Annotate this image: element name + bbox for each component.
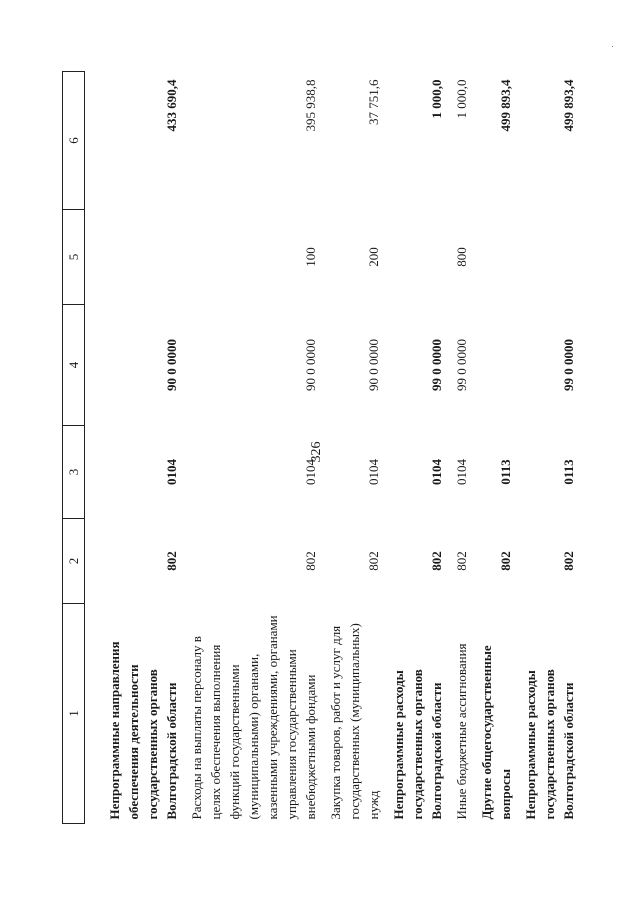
row-code-ministry: 802 [454, 551, 469, 571]
table-row [446, 72, 471, 824]
row-name: Непрограммные направления обеспечения деятельности государственных органов Волгоградской области [107, 641, 179, 820]
spacer-row [85, 72, 100, 824]
row-name: Расходы на выплаты персоналу в целях обеспечения выполнения функций государственными (муниципальными) органами, казенными учреждениями, органами управления государственными внебюджетными фондами [189, 615, 318, 820]
row-name: Непрограммные расходы государственных органов Волгоградской области [391, 669, 444, 820]
header-col-4: 4 [63, 305, 85, 426]
row-code-ministry: 802 [164, 551, 179, 571]
row-code-expense: 100 [303, 247, 318, 267]
header-col-2: 2 [63, 519, 85, 604]
table-row [471, 72, 515, 824]
table-row [515, 72, 578, 824]
row-code-ministry: 802 [303, 551, 318, 571]
scan-speck [612, 46, 613, 47]
row-code-expense [471, 210, 515, 305]
row-code-target: 99 0 0000 [429, 339, 444, 391]
header-col-5: 5 [63, 210, 85, 305]
table-row [383, 72, 446, 824]
row-amount: 433 690,4 [164, 79, 179, 132]
header-col-1: 1 [63, 604, 85, 824]
row-code-ministry: 802 [366, 551, 381, 571]
table-row [320, 72, 383, 824]
table-row [99, 72, 181, 824]
row-code-section: 0104 [164, 459, 179, 485]
row-amount: 499 893,4 [561, 79, 576, 132]
row-code-section: 0113 [498, 459, 513, 485]
row-code-section: 0104 [366, 459, 381, 485]
row-amount: 37 751,6 [366, 79, 381, 125]
row-name: Другие общегосударственные вопросы [479, 645, 513, 820]
row-code-section: 0104 [454, 459, 469, 485]
row-code-section: 0104 [429, 459, 444, 485]
row-amount: 499 893,4 [498, 79, 513, 132]
table-row [181, 72, 320, 824]
row-code-expense [515, 210, 578, 305]
header-row [63, 72, 85, 824]
row-code-section: 0104 [303, 459, 318, 485]
row-code-ministry: 802 [429, 551, 444, 571]
rotated-page-content [62, 72, 576, 824]
row-code-target [471, 305, 515, 426]
row-amount: 1 000,0 [454, 79, 469, 119]
row-code-target: 90 0 0000 [366, 339, 381, 391]
row-code-target: 90 0 0000 [303, 339, 318, 391]
row-name: Иные бюджетные ассигнования [454, 643, 469, 820]
row-code-ministry: 802 [498, 551, 513, 571]
row-code-target: 99 0 0000 [561, 339, 576, 391]
row-code-section: 0113 [561, 459, 576, 485]
row-code-expense [99, 210, 181, 305]
row-name: Непрограммные расходы государственных органов Волгоградской области [523, 669, 576, 820]
row-code-expense: 200 [366, 247, 381, 267]
row-code-expense [383, 210, 446, 305]
row-code-target: 90 0 0000 [164, 339, 179, 391]
row-code-expense: 800 [454, 247, 469, 267]
row-code-ministry: 802 [561, 551, 576, 571]
header-col-6: 6 [63, 72, 85, 210]
row-code-target: 99 0 0000 [454, 339, 469, 391]
budget-table [62, 71, 578, 824]
row-amount: 395 938,8 [303, 79, 318, 132]
row-amount: 1 000,0 [429, 79, 444, 119]
row-name: Закупка товаров, работ и услуг для государственных (муниципальных) нужд [328, 623, 381, 820]
header-col-3: 3 [63, 426, 85, 519]
